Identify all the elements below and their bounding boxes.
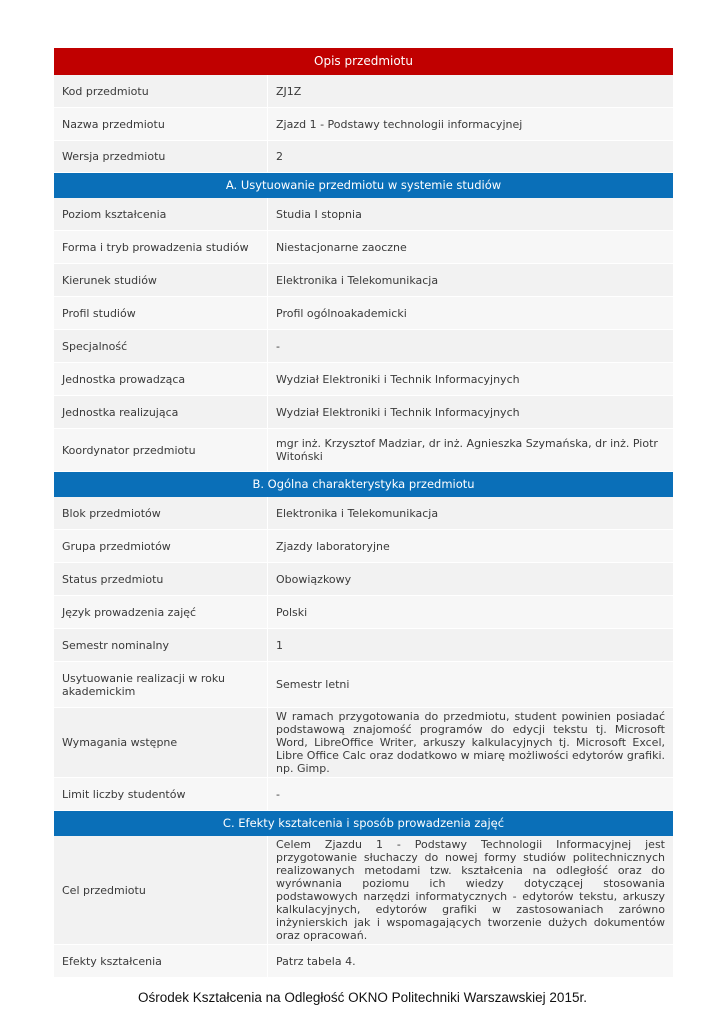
table-row [54,596,673,629]
table-row [54,198,673,231]
table-row [54,297,673,330]
row-value [268,708,673,777]
table-row [54,945,673,978]
page-footer: Ośrodek Kształcenia na Odległość OKNO Politechniki Warszawskiej 2015r. [138,990,587,1005]
row-value: 2 [268,141,673,172]
row-label: Specjalność [54,330,268,362]
table-row [54,836,673,945]
row-label: Jednostka realizująca [54,396,268,428]
section-a-header: A. Usytuowanie przedmiotu w systemie studiów [54,173,673,198]
row-value: - [268,330,673,362]
table-row [54,629,673,662]
table-row [54,141,673,173]
row-value [268,836,673,944]
section-c-header: C. Efekty kształcenia i sposób prowadzenia zajęć [54,811,673,836]
row-value: Patrz tabela 4. [268,945,673,977]
row-value: Zjazdy laboratoryjne [268,530,673,562]
row-value: Wydział Elektroniki i Technik Informacyjnych [268,363,673,395]
row-label: Usytuowanie realizacji w roku akademickim [54,662,268,707]
row-value: - [268,778,673,810]
row-label: Grupa przedmiotów [54,530,268,562]
row-label: Forma i tryb prowadzenia studiów [54,231,268,263]
row-label: Status przedmiotu [54,563,268,595]
table-row [54,563,673,596]
table-title: Opis przedmiotu [54,48,673,75]
row-label: Wymagania wstępne [54,708,268,777]
table-row [54,778,673,811]
row-label: Poziom kształcenia [54,198,268,230]
row-label: Kierunek studiów [54,264,268,296]
table-row [54,497,673,530]
row-label: Jednostka prowadząca [54,363,268,395]
row-value: Elektronika i Telekomunikacja [268,264,673,296]
row-value: Obowiązkowy [268,563,673,595]
row-value: Wydział Elektroniki i Technik Informacyjnych [268,396,673,428]
table-row [54,231,673,264]
row-value: 1 [268,629,673,661]
table-row [54,264,673,297]
row-label: Efekty kształcenia [54,945,268,977]
row-value: Studia I stopnia [268,198,673,230]
row-value: Semestr letni [268,662,673,707]
course-goal-text: Celem Zjazdu 1 - Podstawy Technologii Informacyjnej jest przygotowanie słuchaczy do nowej formy studiów politechnicznych realizowanych metodami tzw. kształcenia na odległość oraz do wyrównania poziomu ich wiedzy dotyczącej stosowania podstawowych narzędzi informatycznych - edytorów tekstu, arkuszy kalkulacyjnych, edytorów grafiki w zastosowaniach zarówno inżynierskich jak i wspomagających tworzenie dużych dokumentów oraz opracowań. [276,838,665,942]
table-row [54,662,673,708]
table-row [54,530,673,563]
table-row [54,330,673,363]
course-description-table [54,48,673,978]
row-label: Blok przedmiotów [54,497,268,529]
row-label: Wersja przedmiotu [54,141,268,172]
row-label: Kod przedmiotu [54,75,268,107]
table-row [54,708,673,778]
table-row [54,75,673,108]
row-label: Język prowadzenia zajęć [54,596,268,628]
row-label: Limit liczby studentów [54,778,268,810]
row-value: Elektronika i Telekomunikacja [268,497,673,529]
row-value: mgr inż. Krzysztof Madziar, dr inż. Agnieszka Szymańska, dr inż. Piotr Witoński [268,429,673,471]
prerequisites-text: W ramach przygotowania do przedmiotu, student powinien posiadać podstawową znajomość programów do edycji tekstu tj. Microsoft Word, LibreOffice Writer, arkuszy kalkulacyjnych tj. Microsoft Excel, Libre Office Calc oraz dodatkowo w miarę możliwości edytorów grafiki. np. Gimp. [276,710,665,775]
row-value: Polski [268,596,673,628]
row-value: Zjazd 1 - Podstawy technologii informacyjnej [268,108,673,140]
row-value: ZJ1Z [268,75,673,107]
row-label: Cel przedmiotu [54,836,268,944]
row-value: Niestacjonarne zaoczne [268,231,673,263]
table-row [54,429,673,472]
row-value: Profil ogólnoakademicki [268,297,673,329]
section-b-header: B. Ogólna charakterystyka przedmiotu [54,472,673,497]
table-row [54,396,673,429]
table-row [54,363,673,396]
row-label: Semestr nominalny [54,629,268,661]
row-label: Profil studiów [54,297,268,329]
row-label: Koordynator przedmiotu [54,429,268,471]
table-row [54,108,673,141]
row-label: Nazwa przedmiotu [54,108,268,140]
